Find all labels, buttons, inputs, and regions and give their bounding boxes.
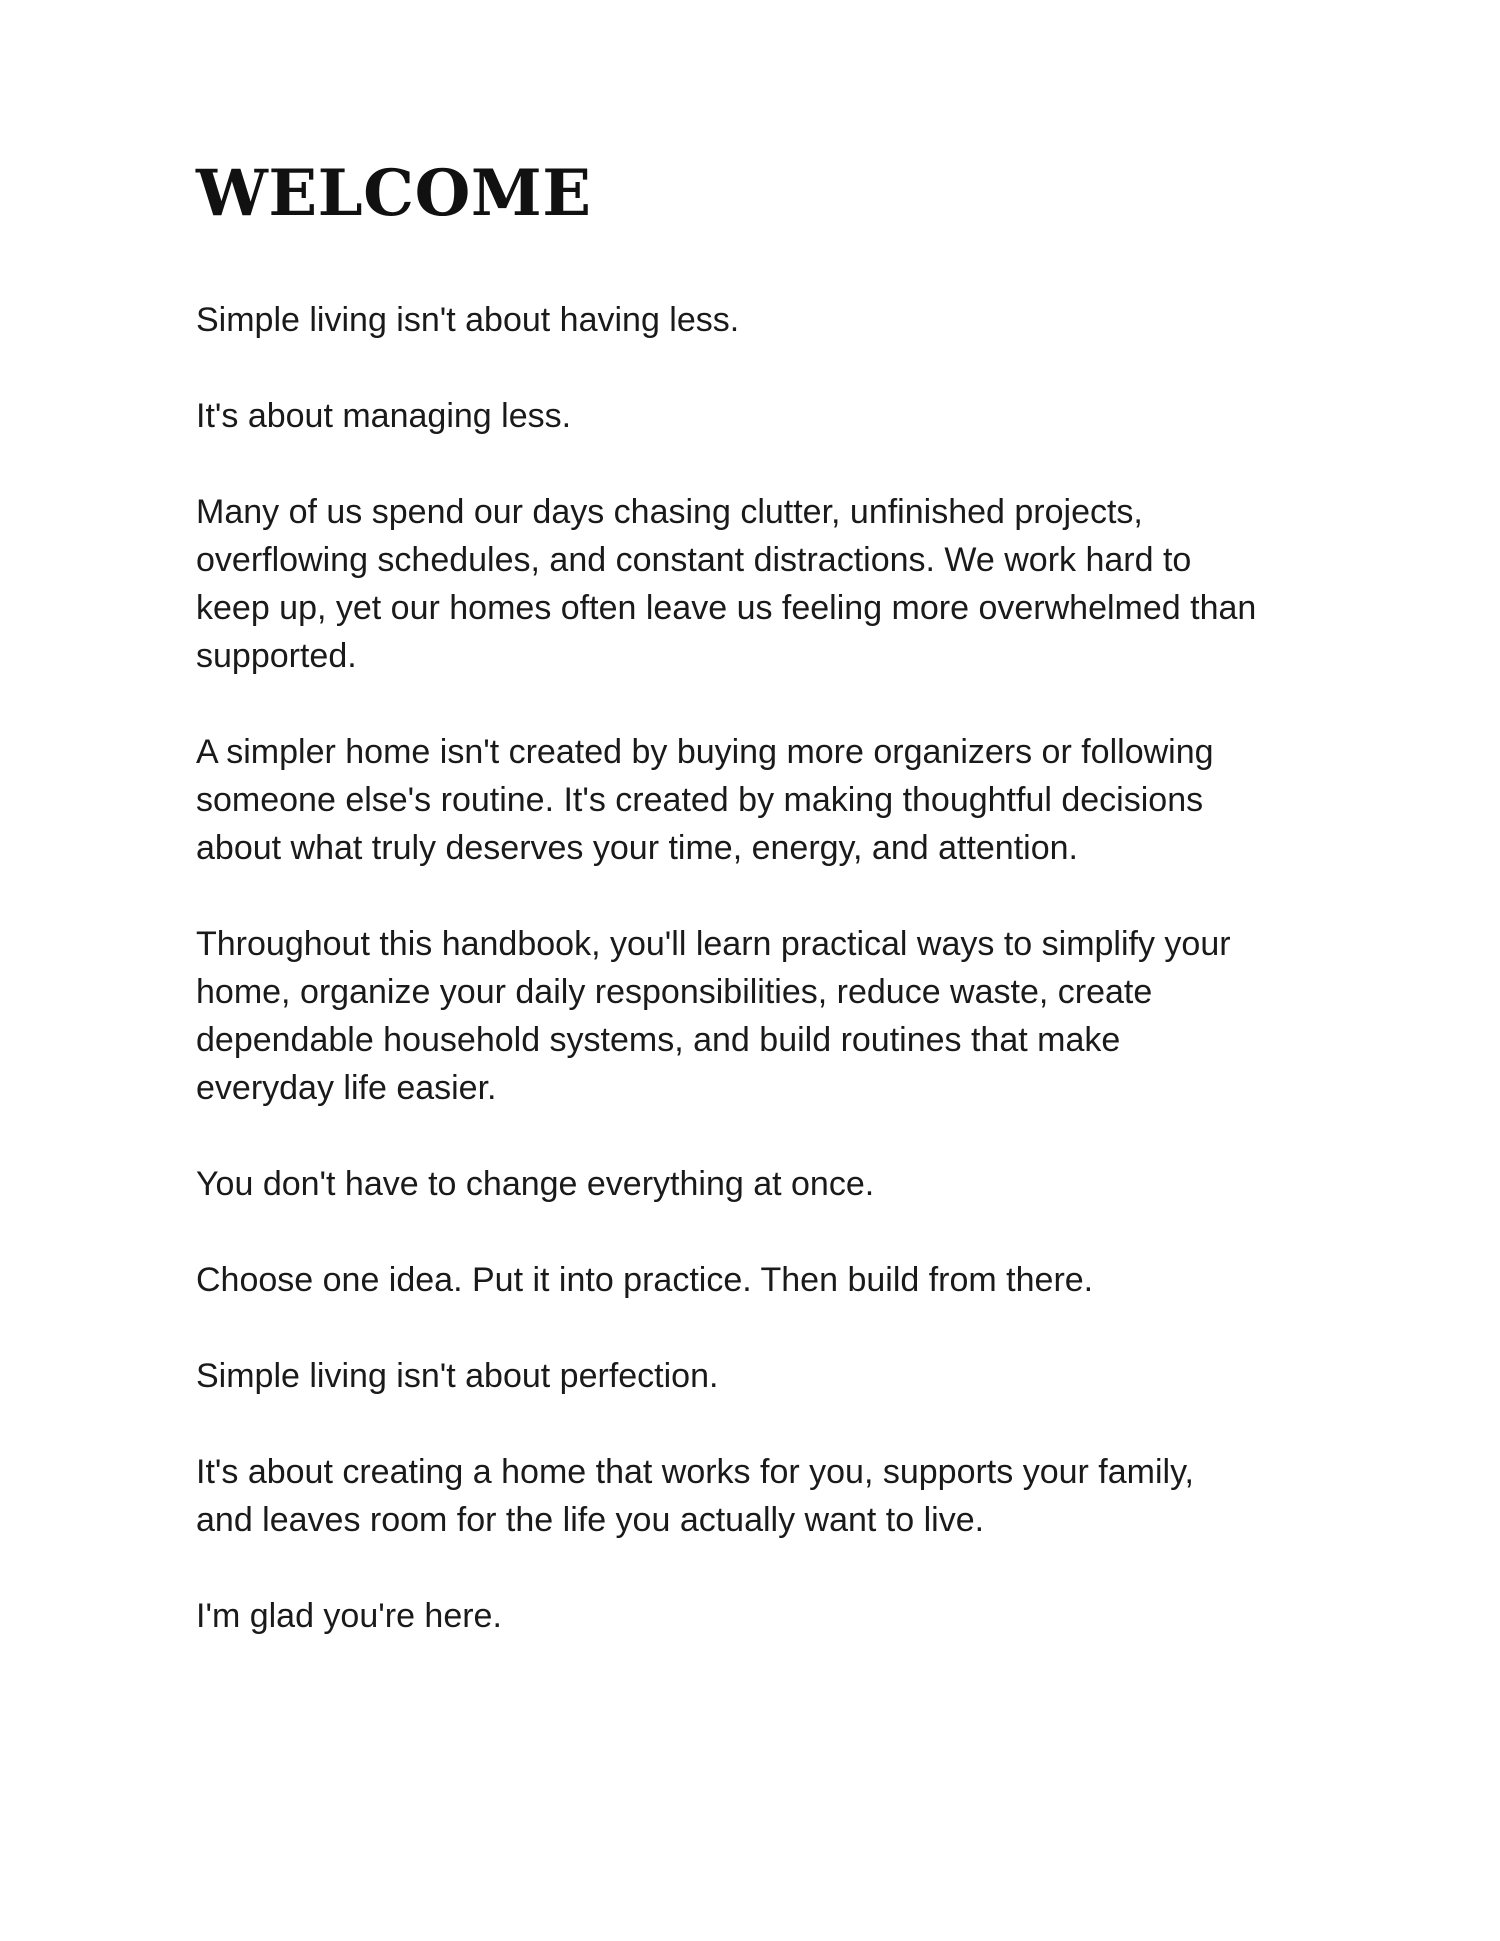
paragraph-line: It's about managing less. xyxy=(196,397,572,435)
paragraph-line: Many of us spend our days chasing clutter, unfinished projects, xyxy=(196,493,1143,531)
paragraph-line: and leaves room for the life you actually want to live. xyxy=(196,1501,985,1539)
paragraph-line: everyday life easier. xyxy=(196,1069,497,1107)
paragraph-8 xyxy=(196,1352,1376,1400)
paragraph-line: Simple living isn't about perfection. xyxy=(196,1357,719,1395)
paragraph-line: You don't have to change everything at once. xyxy=(196,1165,875,1203)
paragraph-7 xyxy=(196,1256,1376,1304)
paragraph-10 xyxy=(196,1592,1376,1640)
paragraph-line: Throughout this handbook, you'll learn practical ways to simplify your xyxy=(196,925,1231,963)
paragraph-line: someone else's routine. It's created by making thoughtful decisions xyxy=(196,781,1204,819)
paragraph-5 xyxy=(196,920,1376,1112)
paragraph-line: about what truly deserves your time, energy, and attention. xyxy=(196,829,1078,867)
paragraph-1 xyxy=(196,296,1376,344)
paragraph-line: I'm glad you're here. xyxy=(196,1597,502,1635)
paragraph-line: dependable household systems, and build routines that make xyxy=(196,1021,1121,1059)
paragraph-line: keep up, yet our homes often leave us feeling more overwhelmed than xyxy=(196,589,1257,627)
paragraph-2 xyxy=(196,392,1376,440)
paragraph-9 xyxy=(196,1448,1376,1544)
paragraph-6 xyxy=(196,1160,1376,1208)
paragraph-line: overflowing schedules, and constant distractions. We work hard to xyxy=(196,541,1192,579)
paragraph-line: home, organize your daily responsibilities, reduce waste, create xyxy=(196,973,1153,1011)
page-title: WELCOME xyxy=(196,156,592,231)
paragraph-line: Simple living isn't about having less. xyxy=(196,301,740,339)
paragraph-line: A simpler home isn't created by buying more organizers or following xyxy=(196,733,1214,771)
paragraph-3 xyxy=(196,488,1376,680)
document-content xyxy=(196,150,1376,1688)
paragraph-line: Choose one idea. Put it into practice. Then build from there. xyxy=(196,1261,1094,1299)
paragraph-4 xyxy=(196,728,1376,872)
paragraph-line: It's about creating a home that works for you, supports your family, xyxy=(196,1453,1194,1491)
paragraph-line: supported. xyxy=(196,637,357,675)
